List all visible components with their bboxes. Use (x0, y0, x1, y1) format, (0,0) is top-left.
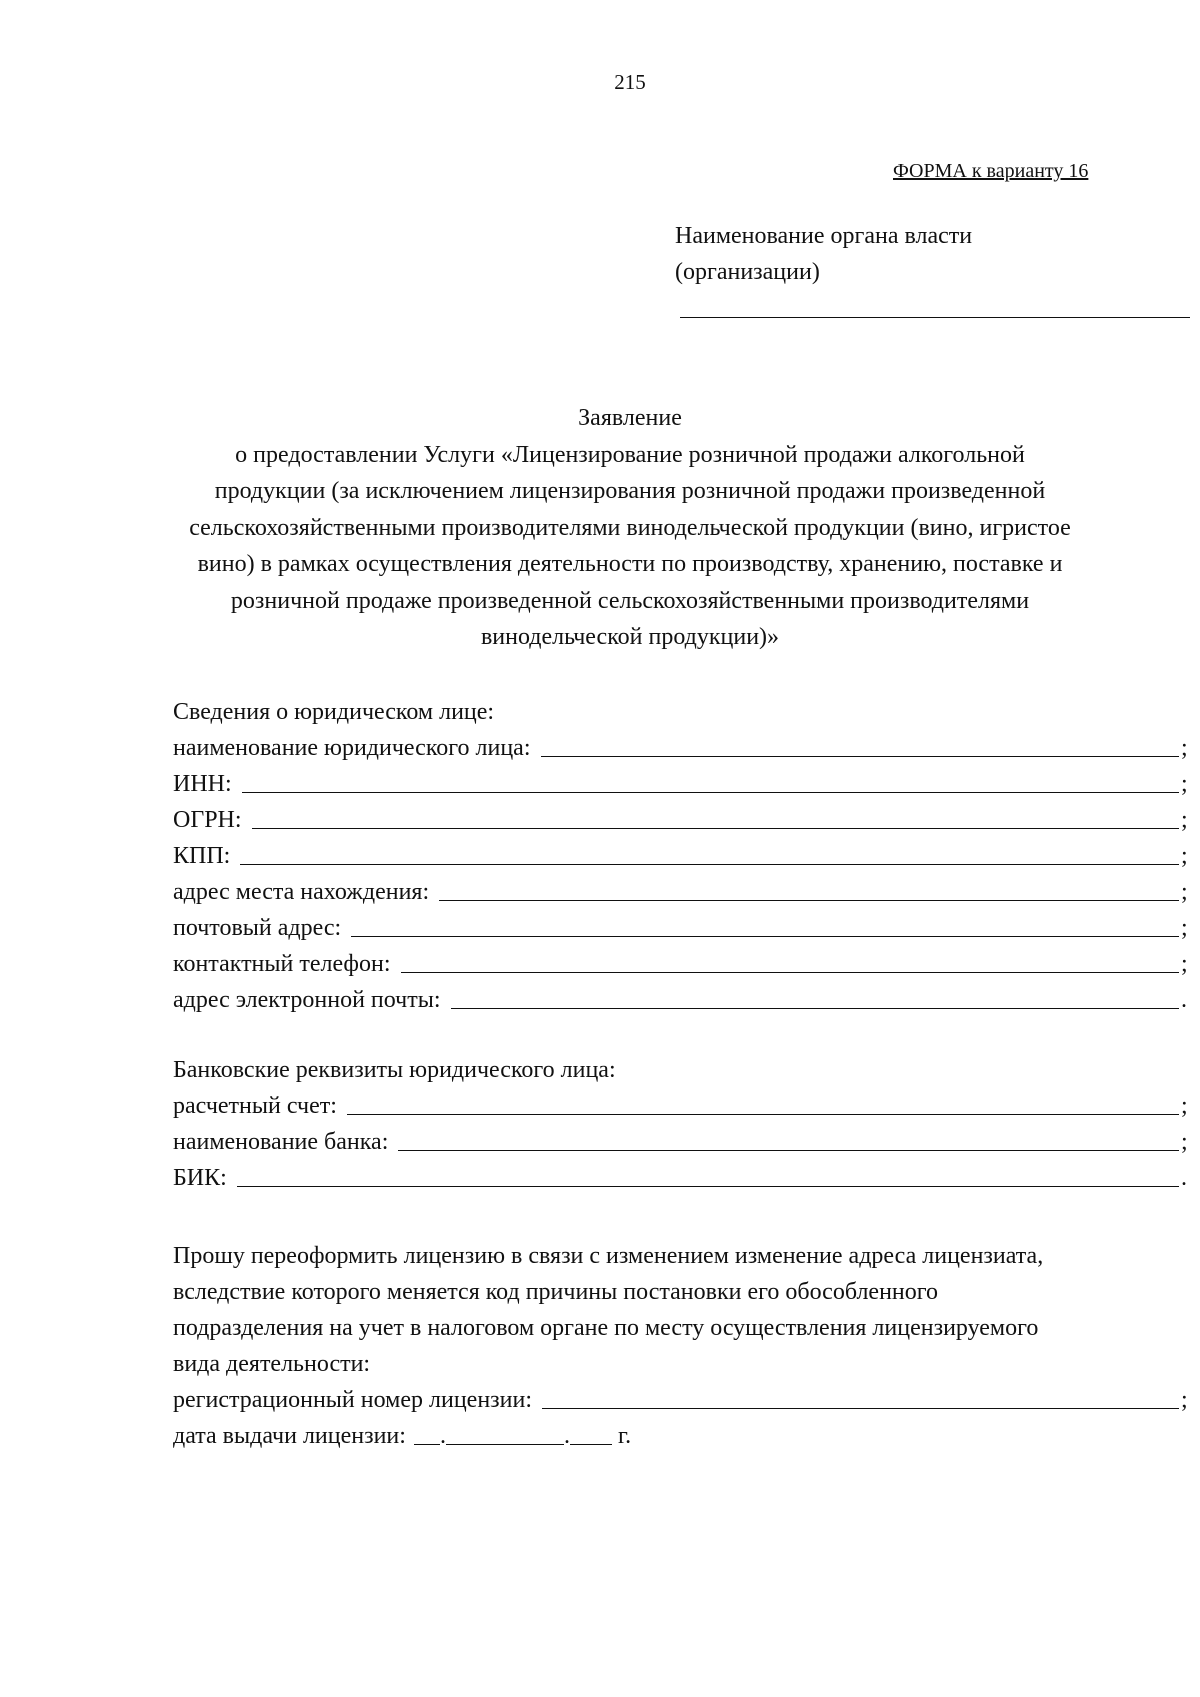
field-label: регистрационный номер лицензии: (173, 1387, 532, 1413)
request-text-line: вследствие которого меняется код причины постановки его обособленного (173, 1279, 938, 1305)
legal-entity-section (173, 694, 1193, 1018)
field-end-mark: ; (1181, 807, 1188, 833)
field-row-bik (173, 1160, 1193, 1196)
title-line: винодельческой продукции)» (480, 624, 780, 650)
title-heading: Заявление (578, 405, 682, 431)
field-label: наименование юридического лица: (173, 735, 531, 761)
field-end-mark: ; (1181, 843, 1188, 869)
field-row-license-number (173, 1382, 1193, 1418)
field-end-mark: . (1181, 1165, 1187, 1191)
location-address-input[interactable] (439, 900, 1179, 901)
account-input[interactable] (347, 1114, 1179, 1115)
application-title (160, 400, 1100, 656)
field-label: БИК: (173, 1165, 227, 1191)
authority-name-line2: (организации) (675, 259, 820, 285)
bank-name-input[interactable] (398, 1150, 1179, 1151)
field-row-phone (173, 946, 1193, 982)
postal-address-input[interactable] (351, 936, 1179, 937)
field-row-postal-address (173, 910, 1193, 946)
field-label: дата выдачи лицензии: (173, 1423, 406, 1449)
issue-year-input[interactable] (570, 1444, 612, 1445)
field-label: наименование банка: (173, 1129, 389, 1155)
request-section (173, 1238, 1193, 1454)
field-end-mark: ; (1181, 735, 1188, 761)
field-end-mark: ; (1181, 1387, 1188, 1413)
field-end-mark: ; (1181, 771, 1188, 797)
authority-blank-line[interactable] (680, 317, 1190, 318)
legal-entity-heading: Сведения о юридическом лице: (173, 699, 495, 725)
field-label: адрес электронной почты: (173, 987, 441, 1013)
field-label: контактный телефон: (173, 951, 391, 977)
bank-heading: Банковские реквизиты юридического лица: (173, 1057, 616, 1083)
entity-name-input[interactable] (541, 756, 1179, 757)
field-row-kpp (173, 838, 1193, 874)
form-reference: ФОРМА к варианту 16 (893, 160, 1089, 182)
request-text-line: вида деятельности: (173, 1351, 371, 1377)
field-label: расчетный счет: (173, 1093, 337, 1119)
ogrn-input[interactable] (252, 828, 1179, 829)
field-end-mark: ; (1181, 879, 1188, 905)
field-end-mark: . (1181, 987, 1187, 1013)
date-year-suffix: г. (617, 1423, 632, 1449)
issue-month-input[interactable] (446, 1444, 564, 1445)
email-input[interactable] (451, 1008, 1180, 1009)
field-label: адрес места нахождения: (173, 879, 430, 905)
field-row-entity-name (173, 730, 1193, 766)
inn-input[interactable] (242, 792, 1179, 793)
field-row-ogrn (173, 802, 1193, 838)
date-separator: . (439, 1423, 446, 1449)
authority-name-line1: Наименование органа власти (675, 223, 973, 249)
field-label: почтовый адрес: (173, 915, 342, 941)
title-line: сельскохозяйственными производителями винодельческой продукции (вино, игристое (189, 514, 1071, 541)
field-label: КПП: (173, 843, 231, 869)
field-row-email (173, 982, 1193, 1018)
field-row-inn (173, 766, 1193, 802)
title-line: вино) в рамках осуществления деятельности по производству, хранению, поставке и (197, 551, 1063, 577)
license-number-input[interactable] (542, 1408, 1179, 1409)
field-label: ИНН: (173, 771, 232, 797)
page-number: 215 (614, 70, 646, 94)
title-line: о предоставлении Услуги «Лицензирование розничной продажи алкогольной (235, 441, 1025, 468)
field-label: ОГРН: (173, 807, 242, 833)
request-text-line: подразделения на учет в налоговом органе по месту осуществления лицензируемого (173, 1315, 1039, 1341)
field-end-mark: ; (1181, 915, 1188, 941)
field-end-mark: ; (1181, 951, 1188, 977)
authority-block (675, 218, 972, 290)
field-end-mark: ; (1181, 1129, 1188, 1155)
request-text-line: Прошу переоформить лицензию в связи с изменением изменение адреса лицензиата, (173, 1243, 1044, 1269)
field-row-bank-name (173, 1124, 1193, 1160)
field-row-account (173, 1088, 1193, 1124)
kpp-input[interactable] (240, 864, 1179, 865)
title-line: продукции (за исключением лицензирования розничной продажи произведенной (214, 478, 1046, 504)
field-end-mark: ; (1181, 1093, 1188, 1119)
field-row-issue-date (173, 1418, 1193, 1454)
bik-input[interactable] (237, 1186, 1179, 1187)
title-line: розничной продаже произведенной сельскохозяйственными производителями (230, 587, 1030, 614)
bank-section (173, 1052, 1193, 1196)
date-separator: . (563, 1423, 570, 1449)
phone-input[interactable] (401, 972, 1180, 973)
issue-day-input[interactable] (414, 1444, 440, 1445)
field-row-address (173, 874, 1193, 910)
